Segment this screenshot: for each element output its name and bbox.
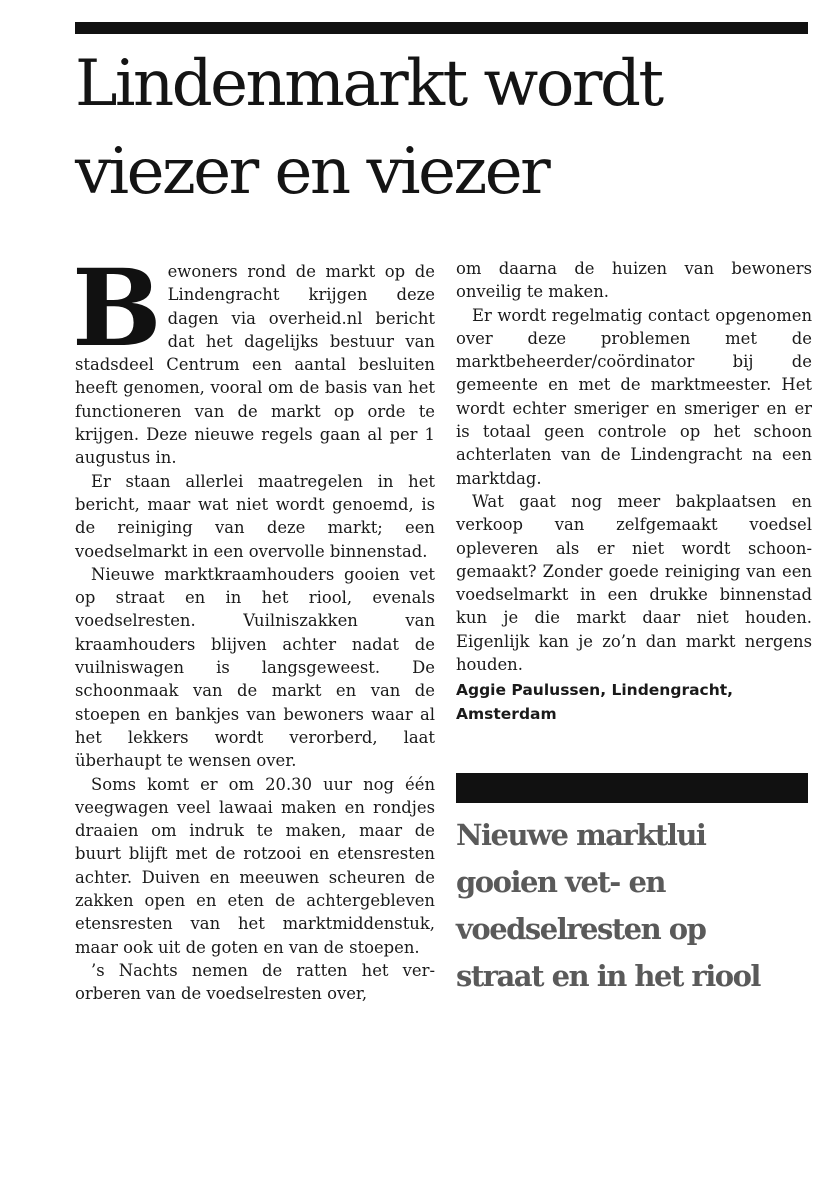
paragraph-4: Soms komt er om 20.30 uur nog één veegwagen veel lawaai maken en rondjes draaien om indruk te maken, maar de buurt blijft met de rotzooi en etensresten achter. Duiven en meeuwen scheuren de zakken open en eten de achtergebleven etensresten van het marktmiddenstuk, maar ook uit de goten en van de stoepen. [75, 774, 435, 957]
right-column [456, 257, 812, 726]
author-city-line: Amsterdam [456, 705, 557, 724]
drop-cap: B [72, 245, 162, 370]
paragraph-3: Nieuwe marktkraamhouders gooien vet op straat en in het riool, evenals voedselresten. Vuilniszakken van kraamhouders blijven achter nadat de vuilniswagen is langsgeweest. De schoonmaak van de markt en van de stoepen en bankjes van bewoners waar al het lekkers wordt verorberd, laat überhaupt te wensen over. [75, 564, 435, 771]
headline-line-1: Lindenmarkt wordt [75, 47, 662, 121]
pull-quote-line-1: Nieuwe marktlui [456, 818, 706, 852]
pull-quote [456, 812, 808, 1000]
pull-quote-line-2: gooien vet- en [456, 865, 665, 899]
paragraph-5: ’s Nachts nemen de ratten het verorberen van de voedselresten over, [75, 960, 435, 1004]
author-signature [456, 678, 812, 726]
first-paragraph-text: ewoners rond de markt op de Lindengracht krijgen deze dagen via overheid.nl bericht dat het dagelijks bestuur van stadsdeel Centrum een aantal besluiten heeft genomen, vooral om de basis van het functioneren van de markt op orde te krijgen. Deze nieuwe regels gaan al per 1 augustus in. [75, 262, 435, 468]
pull-quote-rule [456, 773, 808, 803]
headline-line-2: viezer en viezer [75, 135, 549, 209]
pull-quote-line-4: straat en in het riool [456, 959, 760, 993]
author-name-line: Aggie Paulussen, Lindengracht, [456, 681, 734, 700]
paragraph-6: Er wordt regelmatig contact opgenomen over deze problemen met de marktbeheerder/coördinator bij de gemeente en met de marktmeester. Het wordt echter smeriger en smeriger en er is totaal geen controle op het schoon achterlaten van de Lindengracht na een marktdag. [456, 305, 812, 488]
pull-quote-line-3: voedselresten op [456, 912, 706, 946]
continuation-paragraph: om daarna de huizen van bewoners onveilig te maken. [456, 259, 812, 302]
top-rule [75, 22, 808, 34]
left-column [72, 245, 435, 1006]
first-paragraph [72, 245, 435, 470]
paragraph-7: Wat gaat nog meer bakplaatsen en verkoop van zelfgemaakt voedsel opleveren als er niet wordt schoongemaakt? Zonder goede reiniging van een voedselmarkt in een drukke binnenstad kun je die markt daar niet houden. Eigenlijk kan je zo’n dan markt nergens houden. [456, 491, 812, 675]
headline [75, 40, 810, 216]
paragraph-2: Er staan allerlei maatregelen in het bericht, maar wat niet wordt genoemd, is de reiniging van deze markt; een voedselmarkt in een overvolle binnenstad. [75, 471, 435, 561]
